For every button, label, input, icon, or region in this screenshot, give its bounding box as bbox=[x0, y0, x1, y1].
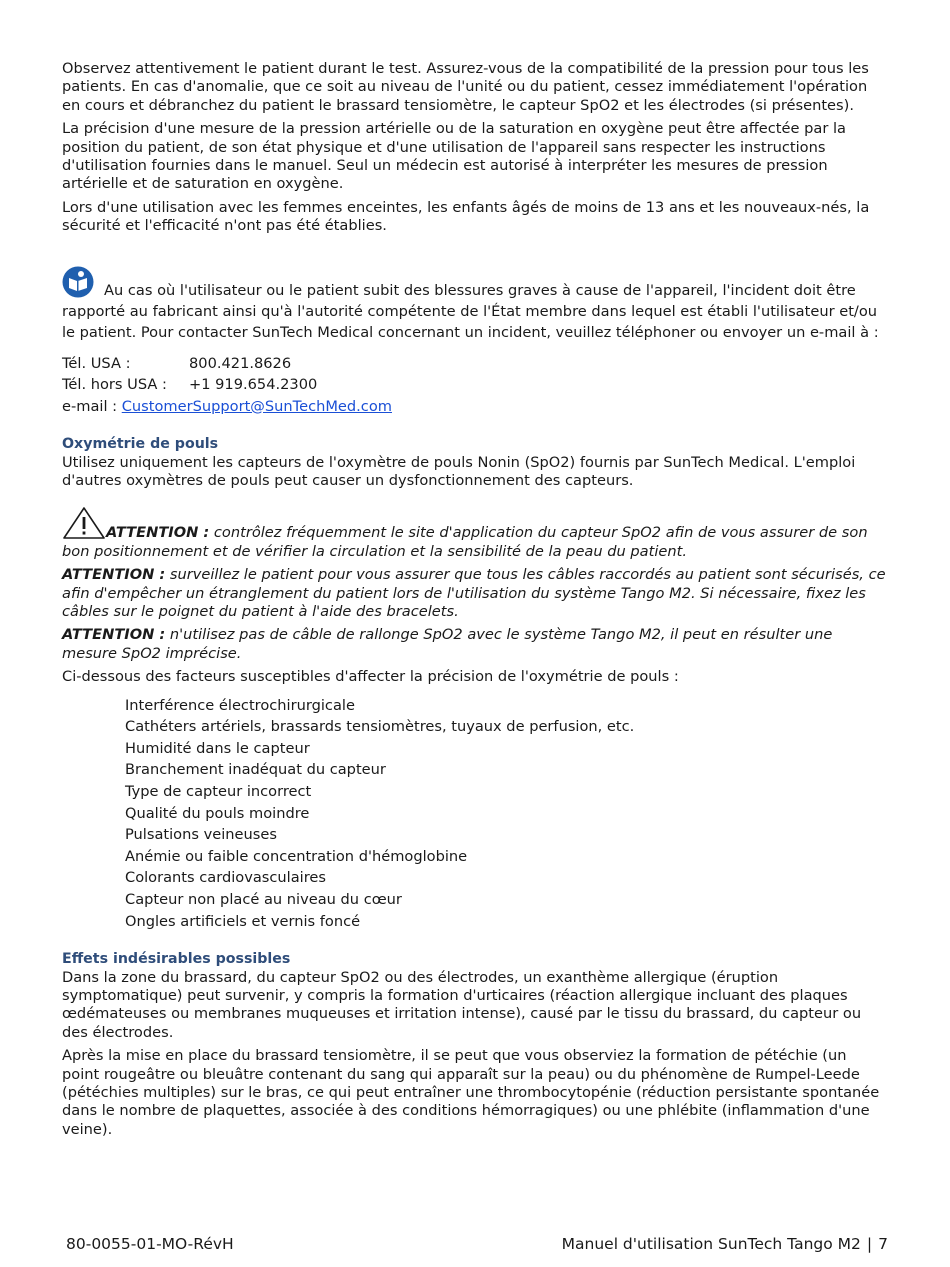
read-manual-icon bbox=[62, 266, 94, 298]
warning-2-text: surveillez le patient pour vous assurer que tous les câbles raccordés au patient sont sécurisés, ce afin d'empêcher un étranglement du patient lors de l'utilisation du système Tango M2. Si nécessaire, fixez les câbles sur le poignet du patient à l'aide des bracelets. bbox=[62, 566, 886, 620]
warning-triangle-icon bbox=[62, 506, 106, 540]
intro-paragraph-2: La précision d'une mesure de la pression artérielle ou de la saturation en oxygène peut être affectée par la position du patient, de son état physique et d'une utilisation de l'appareil sans respecter les instructions d'utilisation fournies dans le manuel. Seul un médecin est autorisé à interpréter les mesures de pression artérielle et de saturation en oxygène. bbox=[62, 120, 846, 193]
list-item: Interférence électrochirurgicale bbox=[125, 696, 355, 714]
warning-3 bbox=[62, 626, 888, 663]
intl-phone-value: +1 919.654.2300 bbox=[189, 376, 318, 394]
footer-right bbox=[562, 1235, 888, 1253]
list-item: Branchement inadéquat du capteur bbox=[125, 761, 386, 779]
list-item: Ongles artificiels et vernis foncé bbox=[125, 912, 361, 930]
doc-number: 80-0055-01-MO-RévH bbox=[66, 1235, 234, 1253]
list-item: Colorants cardiovasculaires bbox=[125, 869, 326, 887]
notice-text: Au cas où l'utilisateur ou le patient subit des blessures graves à cause de l'appareil, l'incident doit être rapporté au fabricant ainsi qu'à l'autorité compétente de l'État membre dans lequel est établi l'utilisateur et/ou le patient. Pour contacter SunTech Medical concernant un incident, veuillez téléphoner ou envoyer un e-mail à : bbox=[62, 281, 879, 341]
intl-phone-label: Tél. hors USA : bbox=[62, 376, 167, 394]
email-link[interactable]: CustomerSupport@SunTechMed.com bbox=[121, 397, 392, 415]
warning-3-text: n'utilisez pas de câble de rallonge SpO2 avec le système Tango M2, il peut en résulter une mesure SpO2 imprécise. bbox=[62, 626, 833, 662]
footer-separator: | bbox=[866, 1235, 873, 1253]
page-footer bbox=[66, 1235, 888, 1253]
list-item: Capteur non placé au niveau du cœur bbox=[125, 890, 402, 908]
list-item: Qualité du pouls moindre bbox=[125, 804, 310, 822]
side-effects-heading: Effets indésirables possibles bbox=[62, 951, 291, 968]
list-item: Humidité dans le capteur bbox=[125, 739, 310, 757]
email-label: e-mail : bbox=[62, 397, 118, 415]
warning-1-label: ATTENTION : bbox=[106, 524, 210, 542]
manual-title: Manuel d'utilisation SunTech Tango M2 bbox=[561, 1235, 861, 1253]
intro-paragraph-1: Observez attentivement le patient durant le test. Assurez-vous de la compatibilité de la pression pour tous les patients. En cas d'anomalie, que ce soit au niveau de l'unité ou du patient, cessez immédiatement l'opération en cours et débranchez du patient le brassard tensiomètre, le capteur SpO2 et les électrodes (si présentes). bbox=[62, 60, 869, 114]
side-effects-paragraph-2: Après la mise en place du brassard tensiomètre, il se peut que vous observiez la formation de pétéchie (un point rougeâtre ou bleuâtre contenant du sang qui apparaît sur la peau) ou du phénomène de Rumpel-Leede (pétéchies multiples) sur le bras, ce qui peut entraîner une thrombocytopénie (réduction persistante spontanée dans le nombre de plaquettes, associée à des conditions hémorragiques) ou une phlébite (inflammation d'une veine). bbox=[62, 1047, 880, 1138]
warning-1 bbox=[62, 506, 888, 561]
incident-notice bbox=[62, 266, 888, 343]
warning-1-text: contrôlez fréquemment le site d'application du capteur SpO2 afin de vous assurer de son bon positionnement et de vérifier la circulation et la sensibilité de la peau du patient. bbox=[62, 524, 868, 560]
page-number: 7 bbox=[878, 1235, 888, 1253]
warning-2 bbox=[62, 566, 888, 621]
contact-block bbox=[62, 353, 888, 418]
oximetry-heading: Oxymétrie de pouls bbox=[62, 436, 219, 453]
side-effects-paragraph-1: Dans la zone du brassard, du capteur SpO2 ou des électrodes, un exanthème allergique (éruption symptomatique) peut survenir, y compris la formation d'urticaires (réaction allergique incluant des plaques œdémateuses ou membranes muqueuses et irritation intense), causé par le tissu du brassard, du capteur ou des électrodes. bbox=[62, 968, 862, 1041]
intro-paragraph-3: Lors d'une utilisation avec les femmes enceintes, les enfants âgés de moins de 13 ans et les nouveaux-nés, la sécurité et l'efficacité n'ont pas été établies. bbox=[62, 198, 870, 235]
factors-list bbox=[125, 695, 888, 933]
list-item: Type de capteur incorrect bbox=[125, 783, 312, 800]
warning-2-label: ATTENTION : bbox=[62, 566, 166, 584]
document-page bbox=[62, 60, 888, 1139]
warning-3-label: ATTENTION : bbox=[62, 626, 166, 644]
list-item: Anémie ou faible concentration d'hémoglobine bbox=[125, 847, 468, 865]
usa-phone-label: Tél. USA : bbox=[62, 354, 131, 372]
oximetry-text: Utilisez uniquement les capteurs de l'oxymètre de pouls Nonin (SpO2) fournis par SunTech Medical. L'emploi d'autres oxymètres de pouls peut causer un dysfonctionnement des capteurs. bbox=[62, 453, 856, 489]
list-item: Pulsations veineuses bbox=[125, 826, 277, 844]
factors-intro: Ci-dessous des facteurs susceptibles d'affecter la précision de l'oxymétrie de pouls : bbox=[62, 668, 679, 686]
list-item: Cathéters artériels, brassards tensiomètres, tuyaux de perfusion, etc. bbox=[125, 718, 635, 736]
usa-phone-value: 800.421.8626 bbox=[189, 354, 292, 372]
